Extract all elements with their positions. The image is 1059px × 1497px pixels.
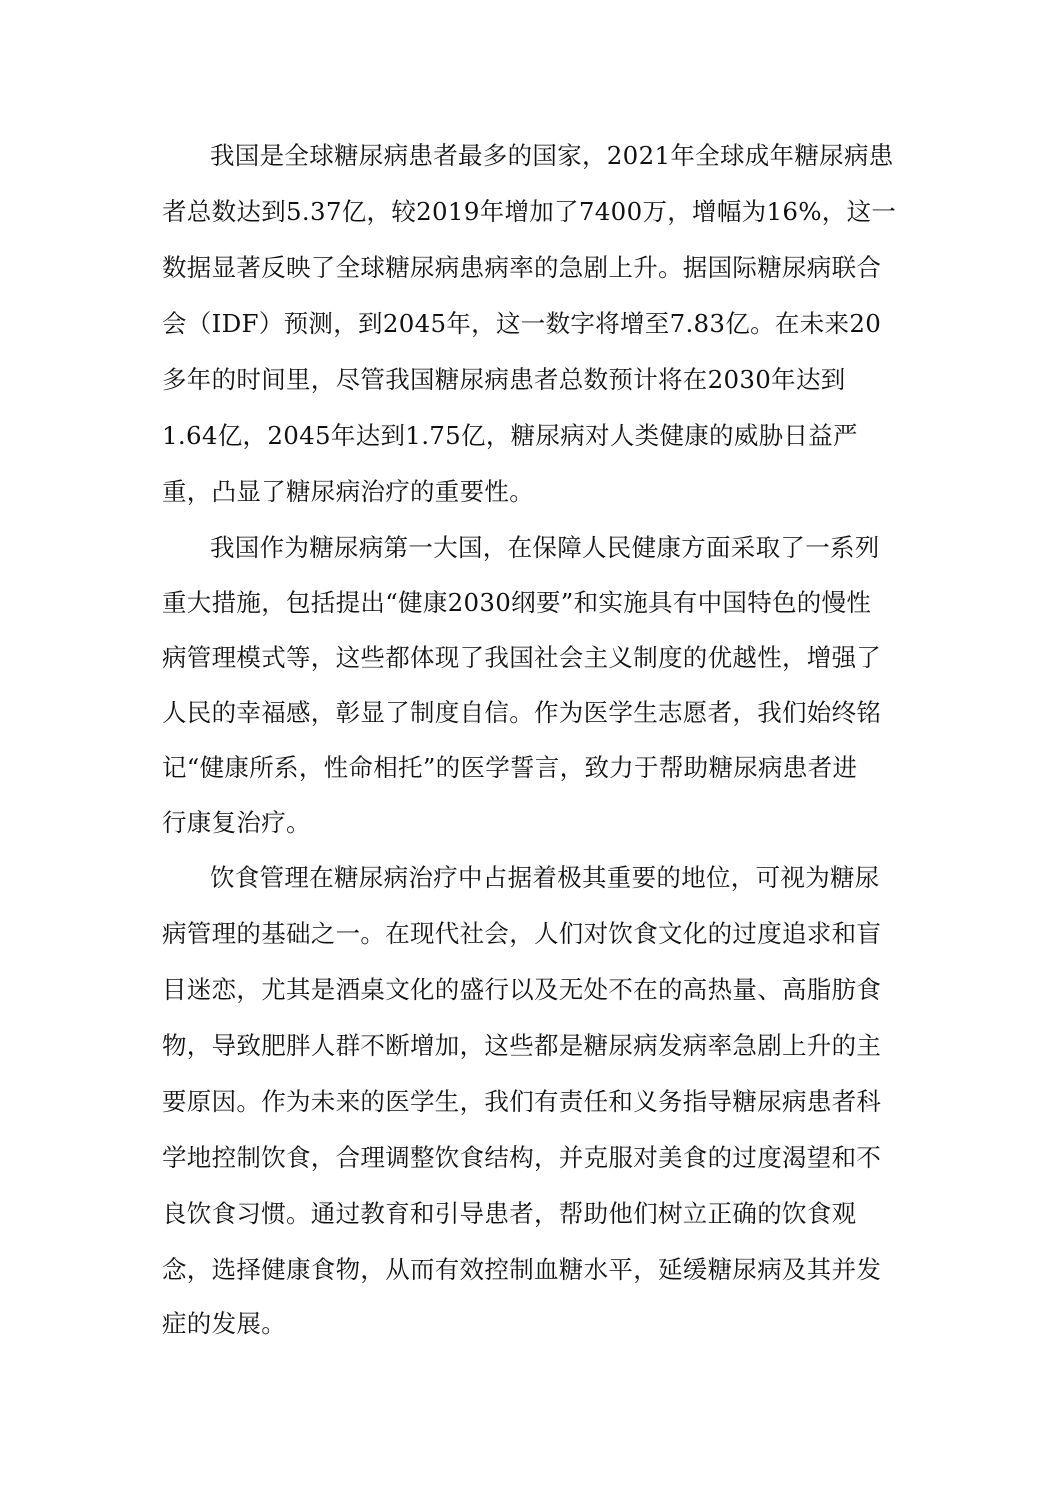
text-line: 记“健康所系，性命相托”的医学誓言，致力于帮助糖尿病患者进 [162,753,858,782]
text-line: 我国是全球糖尿病患者最多的国家，2021年全球成年糖尿病患 [210,141,894,170]
text-line: 会（IDF）预测，到2045年，这一数字将增至7.83亿。在未来20 [162,309,882,338]
text-line: 病管理的基础之一。在现代社会，人们对饮食文化的过度追求和盲 [162,919,882,948]
text-line: 学地控制饮食，合理调整饮食结构，并克服对美食的过度渴望和不 [162,1143,882,1172]
text-line: 良饮食习惯。通过教育和引导患者，帮助他们树立正确的饮食观 [162,1199,857,1228]
text-line: 症的发展。 [162,1309,286,1338]
text-line: 目迷恋，尤其是酒桌文化的盛行以及无处不在的高热量、高脂肪食 [162,975,882,1004]
text-line: 要原因。作为未来的医学生，我们有责任和义务指导糖尿病患者科 [162,1087,882,1116]
text-line: 病管理模式等，这些都体现了我国社会主义制度的优越性，增强了 [162,643,882,672]
text-line: 我国作为糖尿病第一大国，在保障人民健康方面采取了一系列 [210,533,880,562]
text-line: 念，选择健康食物，从而有效控制血糖水平，延缓糖尿病及其并发 [162,1255,882,1284]
text-line: 人民的幸福感，彰显了制度自信。作为医学生志愿者，我们始终铭 [162,698,882,727]
text-line: 1.64亿，2045年达到1.75亿，糖尿病对人类健康的威胁日益严 [162,421,858,450]
text-line: 数据显著反映了全球糖尿病患病率的急剧上升。据国际糖尿病联合 [162,253,882,282]
text-line: 者总数达到5.37亿，较2019年增加了7400万，增幅为16%，这一 [162,197,897,226]
text-line: 多年的时间里，尽管我国糖尿病患者总数预计将在2030年达到 [162,365,846,394]
text-line: 重大措施，包括提出“健康2030纲要”和实施具有中国特色的慢性 [162,588,872,617]
text-line: 饮食管理在糖尿病治疗中占据着极其重要的地位，可视为糖尿 [210,863,880,892]
text-line: 物，导致肥胖人群不断增加，这些都是糖尿病发病率急剧上升的主 [162,1031,882,1060]
text-line: 重，凸显了糖尿病治疗的重要性。 [162,477,534,506]
text-line: 行康复治疗。 [162,808,311,837]
